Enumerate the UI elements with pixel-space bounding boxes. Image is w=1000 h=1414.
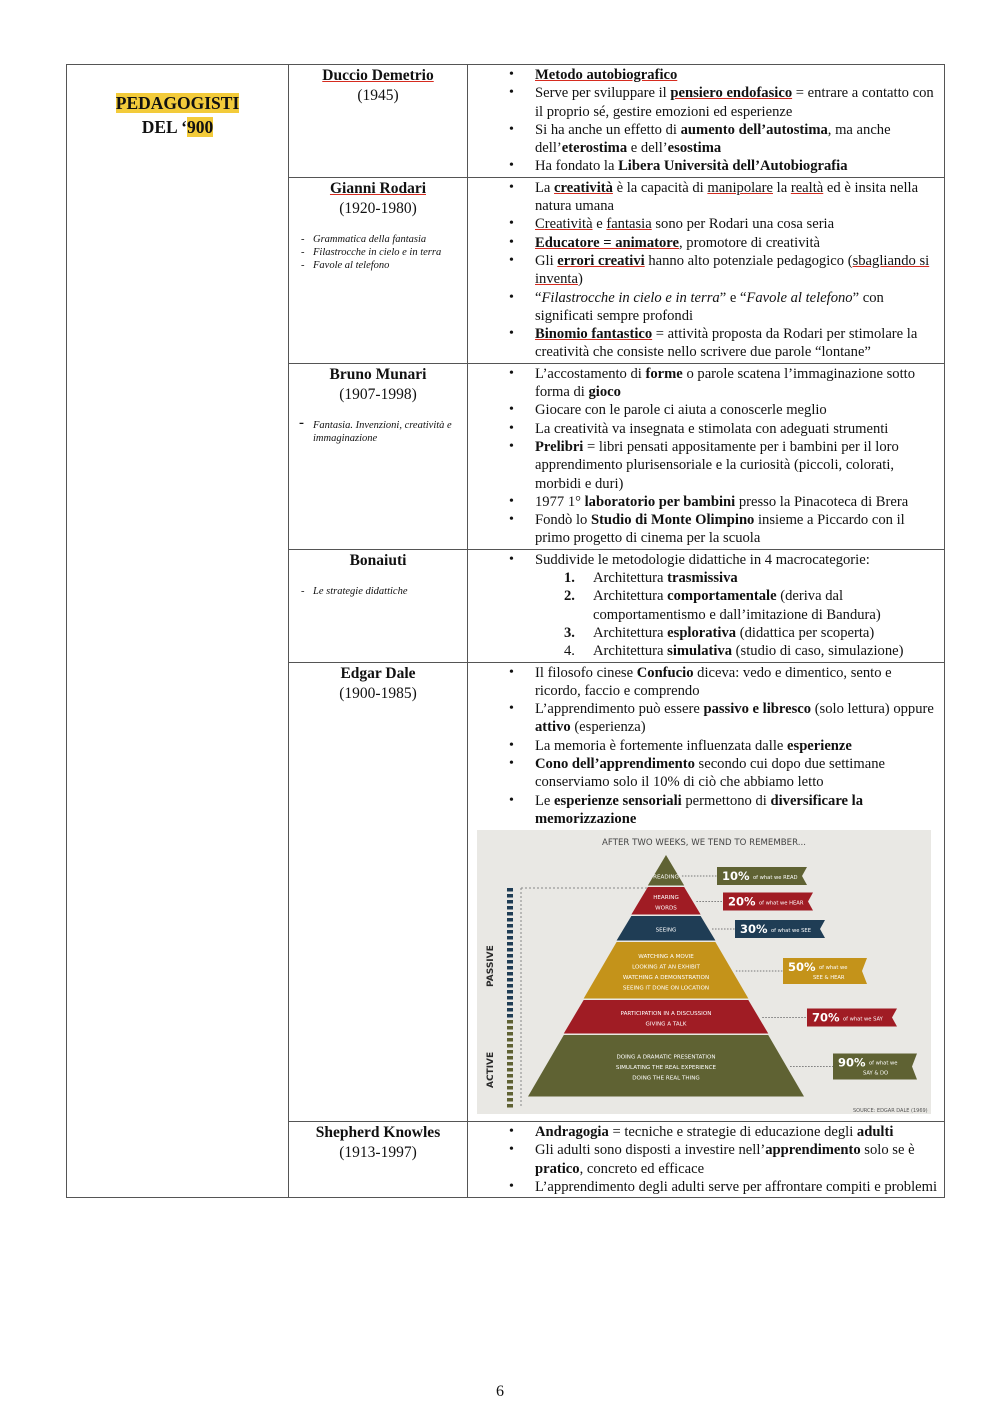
list-item: • Si ha anche un effetto di aumento dell’autostima, ma anche dell’eterostima e dell’esostima: [468, 121, 940, 158]
axis-tick: [507, 936, 513, 940]
axis-tick: [507, 1074, 513, 1078]
axis-tick: [507, 954, 513, 958]
cone-level: [564, 1000, 897, 1034]
axis-tick: [507, 1032, 513, 1036]
list-item: • “Filastrocche in cielo e in terra” e “Favole al telefono” con significati sempre profondi: [468, 289, 940, 326]
cone-band-label: READING: [653, 874, 679, 881]
axis-tick: [507, 1008, 513, 1012]
cone-band-label: PARTICIPATION IN A DISCUSSION: [620, 1010, 712, 1017]
author-name: Bruno Munari: [329, 365, 427, 383]
author-dates: (1913-1997): [339, 1144, 417, 1162]
bullet-list: [468, 1123, 940, 1196]
numbered-item: 1. Architettura trasmissiva: [564, 570, 738, 587]
content-knowles: [468, 1122, 945, 1198]
cone-of-learning-diagram: [477, 830, 931, 1114]
percent-desc: of what we HEAR: [759, 900, 804, 907]
axis-tick: [507, 990, 513, 994]
work-item: - Favole al telefono: [301, 259, 463, 272]
axis-tick: [507, 960, 513, 964]
list-item: • Fondò lo Studio di Monte Olimpino insieme a Piccardo con il primo progetto di cinema per la scuola: [468, 511, 940, 548]
cone-band-label: SEEING IT DONE ON LOCATION: [622, 985, 710, 992]
cone-band-label: DOING THE REAL THING: [632, 1075, 700, 1082]
list-item: • Metodo autobiografico: [468, 66, 940, 84]
bullet-list: [468, 664, 940, 829]
axis-tick: [507, 966, 513, 970]
author-demetrio: [289, 65, 468, 178]
axis-tick: [507, 996, 513, 1000]
list-item: • Gli errori creativi hanno alto potenziale pedagogico (sbagliando si inventa): [468, 252, 940, 289]
list-item: • 1977 1° laboratorio per bambini presso la Pinacoteca di Brera: [468, 493, 940, 511]
cone-band-label: HEARING: [653, 894, 679, 901]
list-item: • Il filosofo cinese Confucio diceva: vedo e dimentico, sento e ricordo, faccio e comprendo: [468, 664, 940, 701]
axis-tick: [507, 1002, 513, 1006]
content-munari: [468, 363, 945, 549]
list-item: • Binomio fantastico = attività proposta da Rodari per stimolare la creatività che consiste nello scrivere due parole “lontane”: [468, 325, 940, 362]
author-munari: [289, 363, 468, 549]
bullet-list: [468, 179, 940, 362]
cone-band: [648, 855, 684, 886]
cone-band-label: SEEING: [655, 927, 677, 934]
cone-band-label: SIMULATING THE REAL EXPERIENCE: [615, 1065, 717, 1072]
cone-source: SOURCE: EDGAR DALE (1969): [853, 1108, 928, 1115]
cone-of-learning-figure: [477, 830, 931, 1114]
work-item: - Fantasia. Invenzioni, creatività e immaginazione: [301, 419, 463, 445]
numbered-item: 4. Architettura simulativa (studio di caso, simulazione): [564, 643, 904, 660]
works-list: [301, 585, 463, 598]
author-dates: (1900-1985): [339, 684, 417, 702]
author-dates: (1920-1980): [339, 199, 417, 217]
author-dates: (1945): [357, 87, 399, 104]
percent-desc: of what we SEE: [771, 928, 811, 935]
axis-tick: [507, 1014, 513, 1018]
numbered-item: 3. Architettura esplorativa (didattica per scoperta): [564, 624, 875, 641]
axis-ticks: [507, 888, 513, 1108]
passive-label: PASSIVE: [486, 945, 496, 988]
cone-band-label: WATCHING A MOVIE: [638, 953, 694, 960]
list-item: • La memoria è fortemente influenzata dalle esperienze: [468, 737, 940, 755]
axis-tick: [507, 942, 513, 946]
cone-band-label: GIVING A TALK: [645, 1021, 687, 1028]
cone-band-label: LOOKING AT AN EXHIBIT: [632, 964, 700, 971]
axis-tick: [507, 1020, 513, 1024]
axis-tick: [507, 1080, 513, 1084]
axis-tick: [507, 1062, 513, 1066]
cone-band: [564, 1000, 768, 1034]
percent-desc: SAY & DO: [863, 1070, 889, 1077]
author-dates: (1907-1998): [339, 385, 417, 403]
content-demetrio: [468, 65, 945, 178]
page-number: 6: [496, 1383, 504, 1400]
axis-tick: [507, 1026, 513, 1030]
list-item: • L’apprendimento può essere passivo e libresco (solo lettura) oppure attivo (esperienza): [468, 700, 940, 737]
author-knowles: [289, 1122, 468, 1198]
author-dale: [289, 662, 468, 1122]
bullet-list: [468, 66, 940, 176]
axis-tick: [507, 888, 513, 892]
percent-value: 90%: [838, 1055, 866, 1070]
author-name: Bonaiuti: [349, 551, 407, 569]
cone-level: [528, 1035, 917, 1097]
list-item: • Giocare con le parole ci aiuta a conoscerle meglio: [468, 401, 940, 419]
content-rodari: [468, 177, 945, 363]
axis-tick: [507, 1038, 513, 1042]
cone-level: [617, 916, 825, 941]
list-item: • Educatore = animatore, promotore di creatività: [468, 234, 940, 252]
percent-value: 70%: [812, 1010, 840, 1025]
content-bonaiuti: [468, 549, 945, 662]
axis-tick: [507, 972, 513, 976]
percent-desc: SEE & HEAR: [813, 975, 845, 982]
cone-level: [631, 887, 813, 915]
work-item: - Le strategie didattiche: [301, 585, 463, 598]
cone-band-label: DOING A DRAMATIC PRESENTATION: [616, 1054, 716, 1061]
axis-tick: [507, 1044, 513, 1048]
percent-desc: of what we: [869, 1060, 898, 1067]
axis-tick: [507, 1086, 513, 1090]
axis-tick: [507, 1056, 513, 1060]
axis-tick: [507, 924, 513, 928]
list-item: • Le esperienze sensoriali permettono di diversificare la memorizzazione: [468, 792, 940, 829]
list-item: • Gli adulti sono disposti a investire nell’apprendimento solo se è pratico, concreto ed efficace: [468, 1141, 940, 1178]
axis-tick: [507, 894, 513, 898]
axis-tick: [507, 900, 513, 904]
list-item: • Suddivide le metodologie didattiche in 4 macrocategorie:: [468, 551, 940, 569]
axis-tick: [507, 930, 513, 934]
axis-tick: [507, 1098, 513, 1102]
list-item: • Cono dell’apprendimento secondo cui dopo due settimane conserviamo solo il 10% di ciò che abbiamo letto: [468, 755, 940, 792]
axis-tick: [507, 912, 513, 916]
list-item: • Creatività e fantasia sono per Rodari una cosa seria: [468, 215, 940, 233]
cone-level: [648, 855, 807, 886]
percent-value: 20%: [728, 894, 756, 909]
axis-tick: [507, 948, 513, 952]
list-item: • L’apprendimento degli adulti serve per affrontare compiti e problemi: [468, 1178, 940, 1196]
cone-levels: [528, 855, 917, 1097]
axis-tick: [507, 906, 513, 910]
percent-value: 30%: [740, 922, 768, 937]
percent-value: 50%: [788, 960, 816, 975]
axis-tick: [507, 978, 513, 982]
author-bonaiuti: [289, 549, 468, 662]
numbered-item: 2. Architettura comportamentale (deriva dal comportamentismo e dall’imitazione di Bandura): [564, 588, 881, 623]
bullet-list: [468, 365, 940, 548]
content-dale: [468, 662, 945, 1122]
bullet-list: [468, 551, 940, 569]
percent-desc: of what we: [819, 965, 848, 972]
axis-tick: [507, 918, 513, 922]
cone-title: AFTER TWO WEEKS, WE TEND TO REMEMBER...: [602, 838, 806, 849]
works-list: [301, 419, 463, 445]
works-list: [301, 233, 463, 272]
axis-tick: [507, 1092, 513, 1096]
author-name: Shepherd Knowles: [315, 1124, 441, 1142]
author-name: Duccio Demetrio: [322, 67, 434, 84]
cone-level: [584, 942, 867, 999]
list-item: • Prelibri = libri pensati appositamente per i bambini per il loro apprendimento plurisensoriale e la curiosità (piccoli, colorati, morbidi e duri): [468, 438, 940, 493]
percent-desc: of what we READ: [753, 875, 798, 882]
axis-tick: [507, 984, 513, 988]
category-title: PEDAGOGISTI DEL ‘900: [115, 93, 240, 137]
cone-band-label: WORDS: [655, 905, 677, 912]
list-item: • Andragogia = tecniche e strategie di educazione degli adulti: [468, 1123, 940, 1141]
work-item: - Filastrocche in cielo e in terra: [301, 246, 463, 259]
axis-tick: [507, 1068, 513, 1072]
list-item: • Ha fondato la Libera Università dell’Autobiografia: [468, 157, 940, 175]
axis-tick: [507, 1050, 513, 1054]
list-item: • L’accostamento di forme o parole scatena l’immaginazione sotto forma di gioco: [468, 365, 940, 402]
list-item: • Serve per sviluppare il pensiero endofasico = entrare a contatto con il proprio sé, gestire emozioni ed esperienze: [468, 84, 940, 121]
author-name: Gianni Rodari: [329, 179, 427, 197]
list-item: • La creatività è la capacità di manipolare la realtà ed è insita nella natura umana: [468, 179, 940, 216]
percent-value: 10%: [722, 869, 750, 884]
axis-tick: [507, 1104, 513, 1108]
numbered-list: [468, 569, 940, 660]
percent-desc: of what we SAY: [843, 1016, 883, 1023]
work-item: - Grammatica della fantasia: [301, 233, 463, 246]
pedagogists-table: [66, 64, 945, 1198]
author-rodari: [289, 177, 468, 363]
active-label: ACTIVE: [486, 1052, 496, 1089]
author-name: Edgar Dale: [340, 664, 416, 682]
list-item: • La creatività va insegnata e stimolata con adeguati strumenti: [468, 420, 940, 438]
cone-band-label: WATCHING A DEMONSTRATION: [622, 974, 710, 981]
category-cell: [67, 65, 289, 1198]
